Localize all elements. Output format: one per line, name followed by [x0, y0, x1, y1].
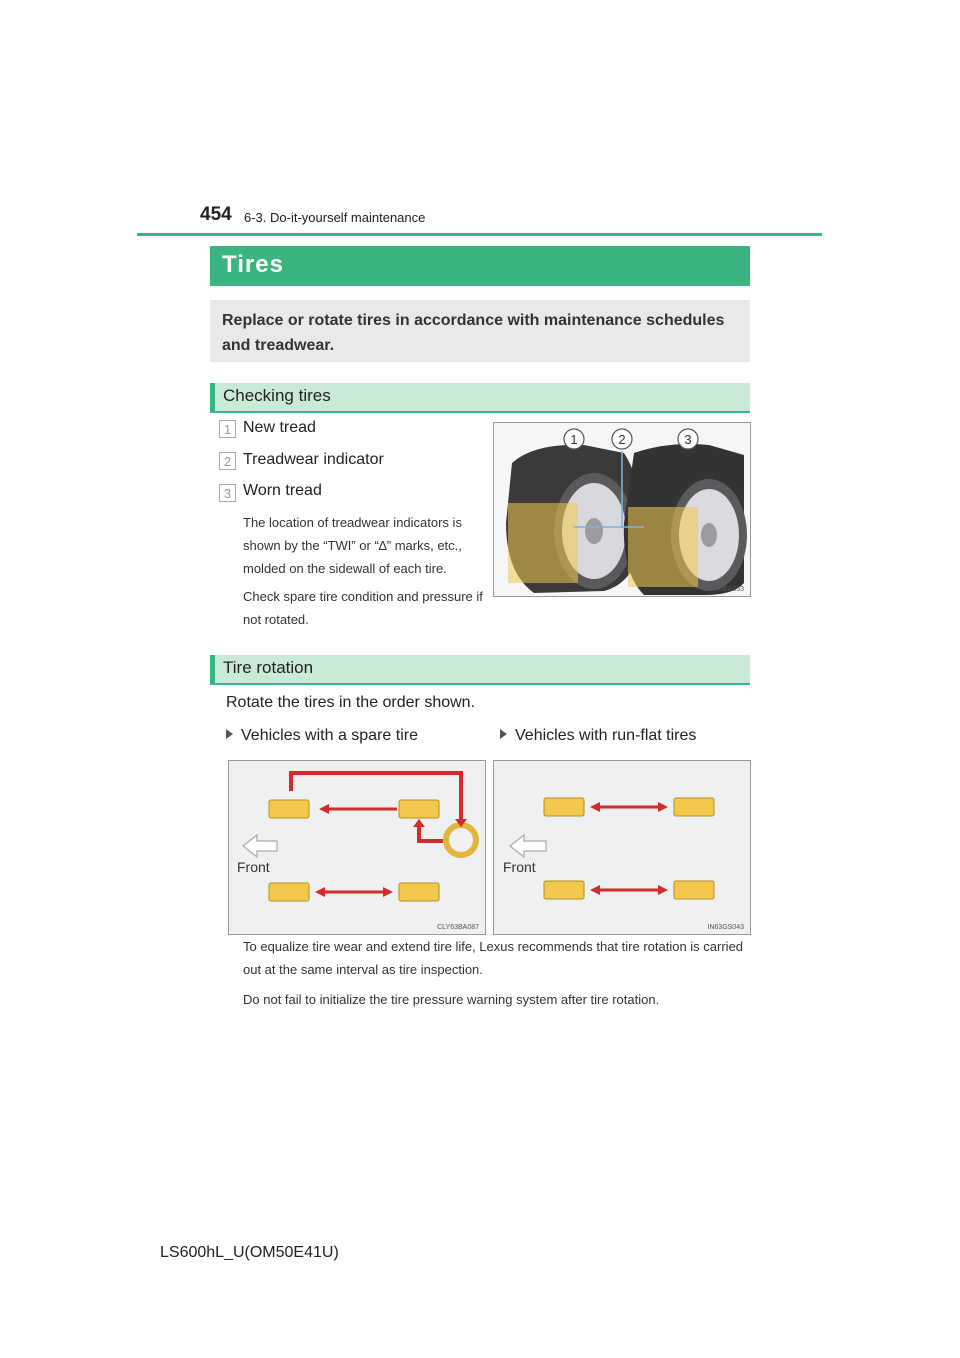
spare-note: Check spare tire condition and pressure if not rotated.	[243, 589, 483, 627]
triangle-bullet-icon	[226, 729, 233, 739]
triangle-bullet-icon	[500, 729, 507, 739]
rotation-heading-bar	[210, 655, 750, 685]
rotation-instruction: Rotate the tires in the order shown.	[226, 694, 476, 711]
item-label-treadwear-indicator: Treadwear indicator	[243, 451, 384, 468]
intro-box	[210, 300, 750, 362]
footer-model-code: LS600hL_U(OM50E41U)	[160, 1244, 339, 1261]
item-number: 2	[219, 452, 236, 470]
callout-1-text: 1	[570, 432, 578, 447]
section-title: 6-3. Do-it-yourself maintenance	[244, 210, 426, 225]
runflat-label: Vehicles with run-flat tires	[500, 727, 696, 745]
runflat-rotation-figure	[493, 760, 751, 935]
spare-rotation-figure	[228, 760, 486, 935]
page-title: Tires	[222, 251, 284, 278]
item-number: 1	[219, 420, 236, 438]
callout-3-text: 3	[684, 432, 692, 447]
callout-2-text: 2	[618, 432, 626, 447]
tire-front-right	[269, 883, 309, 901]
heading-accent	[210, 655, 215, 685]
treadwear-note: The location of treadwear indicators is shown by the “TWI” or “∆” marks, etc., molded on the sidewall of each tire.	[243, 515, 462, 576]
tread-highlight	[508, 503, 578, 583]
page-number: 454	[200, 204, 232, 225]
tread-highlight	[628, 507, 698, 587]
figure-code: CLY63BA087	[437, 924, 479, 931]
intro-text: Replace or rotate tires in accordance with maintenance schedules and treadwear.	[222, 312, 725, 354]
tpws-note: Do not fail to initialize the tire pressure warning system after tire rotation.	[243, 992, 660, 1007]
checking-heading: Checking tires	[223, 386, 331, 405]
tire-front-left	[269, 800, 309, 818]
rotation-note: To equalize tire wear and extend tire life, Lexus recommends that tire rotation is carried out at the same interval as tire inspection.	[243, 939, 744, 977]
heading-accent	[210, 383, 215, 413]
spare-label: Vehicles with a spare tire	[226, 727, 418, 745]
tire-rear-right	[399, 883, 439, 901]
tire-tread-figure	[493, 422, 751, 597]
figure-code: IN63GS043	[707, 924, 744, 931]
title-bar	[210, 246, 750, 286]
tire-front-left	[544, 798, 584, 816]
rotation-heading: Tire rotation	[223, 658, 314, 677]
checking-heading-bar	[210, 383, 750, 413]
tire-front-right	[544, 881, 584, 899]
tire-rear-left	[399, 800, 439, 818]
front-label: Front	[503, 859, 536, 875]
item-number: 3	[219, 484, 236, 502]
header-rule	[137, 233, 822, 236]
item-label-worn-tread: Worn tread	[243, 482, 322, 499]
item-label-new-tread: New tread	[243, 419, 316, 436]
figure-code: CLY63BA053	[702, 586, 744, 593]
tire-rear-right	[674, 881, 714, 899]
tire-rear-left	[674, 798, 714, 816]
front-label: Front	[237, 859, 270, 875]
